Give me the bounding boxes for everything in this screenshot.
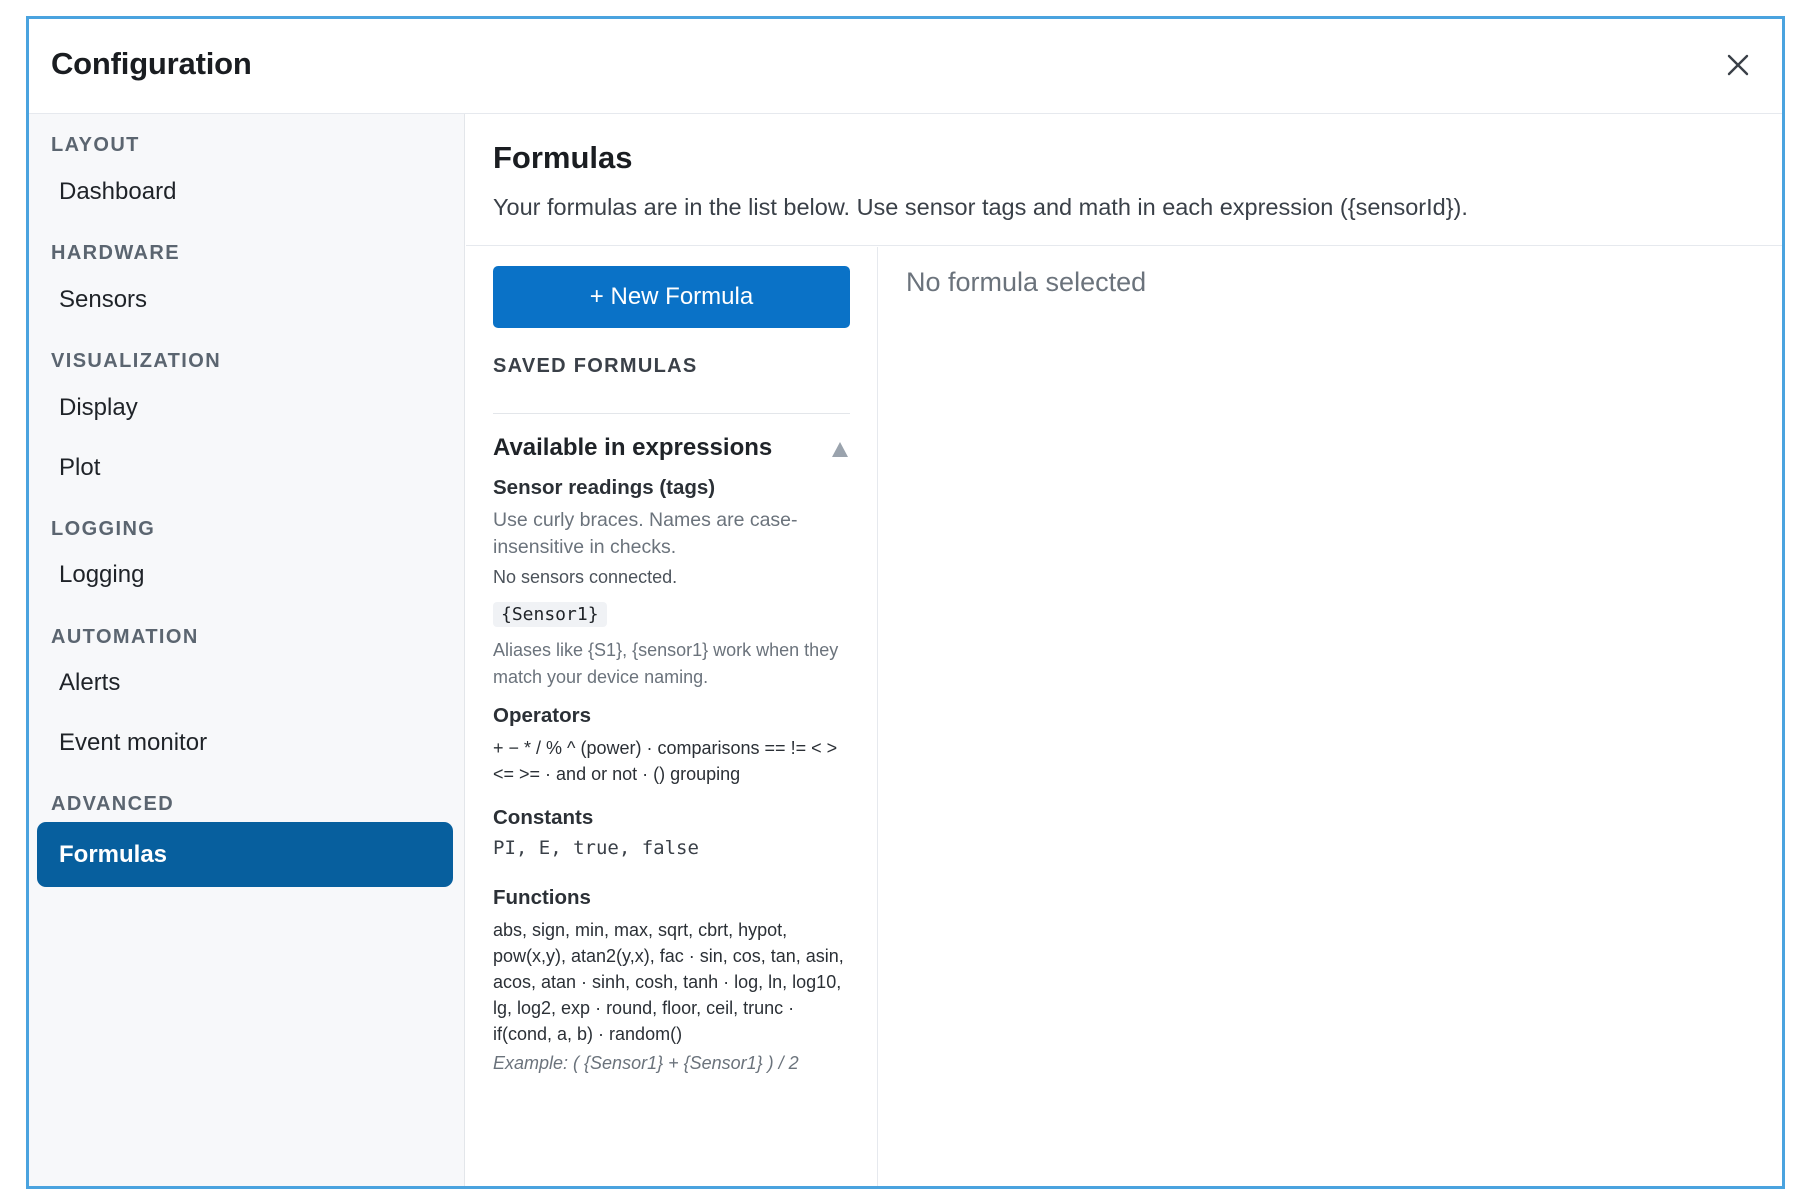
no-sensors-text: No sensors connected. — [493, 567, 678, 587]
sensor-readings-description: Use curly braces. Names are case-insensitive in checks. — [493, 509, 798, 558]
nav-section-automation: AUTOMATION — [51, 626, 199, 648]
constants-text: PI, E, true, false — [493, 837, 699, 859]
main-content — [466, 114, 1782, 1186]
new-formula-button[interactable]: + New Formula — [493, 266, 850, 328]
functions-heading: Functions — [493, 886, 591, 909]
aliases-text: Aliases like {S1}, {sensor1} work when they match your device naming. — [493, 640, 839, 687]
divider — [493, 413, 850, 414]
available-expressions-title: Available in expressions — [493, 434, 773, 461]
sidebar-item-display[interactable]: Display — [59, 394, 138, 421]
close-icon — [1727, 54, 1749, 76]
nav-section-logging: LOGGING — [51, 518, 156, 540]
sidebar-item-alerts[interactable]: Alerts — [59, 669, 121, 696]
nav-section-visualization: VISUALIZATION — [51, 350, 222, 372]
page-title: Formulas — [493, 140, 633, 175]
sensor-readings-heading: Sensor readings (tags) — [493, 476, 716, 499]
example-text: Example: ( {Sensor1} + {Sensor1} ) / 2 — [493, 1053, 799, 1073]
sidebar-item-plot[interactable]: Plot — [59, 454, 101, 481]
sidebar-item-formulas[interactable] — [37, 822, 453, 887]
functions-text: abs, sign, min, max, sqrt, cbrt, hypot, pow(x,y), atan2(y,x), fac · sin, cos, tan, asin, acos, atan · sinh, cosh, tanh · log, ln, log10, lg, log2, exp · round, floor, ceil, trunc · if(cond, a, b) · random() — [493, 920, 844, 1044]
page-header — [466, 114, 1782, 246]
sidebar — [29, 114, 465, 1186]
sidebar-item-event-monitor[interactable]: Event monitor — [59, 729, 208, 756]
available-expressions-toggle[interactable] — [493, 432, 850, 466]
constants-heading: Constants — [493, 806, 594, 829]
triangle-up-icon — [832, 442, 848, 457]
sensor-tag-chip: {Sensor1} — [493, 602, 607, 627]
nav-section-advanced: ADVANCED — [51, 793, 175, 815]
sidebar-item-dashboard[interactable]: Dashboard — [59, 178, 177, 205]
operators-heading: Operators — [493, 704, 591, 727]
formula-detail-pane — [879, 247, 1782, 1186]
empty-state-message: No formula selected — [906, 267, 1147, 297]
nav-section-hardware: HARDWARE — [51, 242, 180, 264]
operators-text: + − * / % ^ (power) · comparisons == != < > <= >= · and or not · () grouping — [493, 738, 838, 784]
sidebar-item-label: Formulas — [59, 840, 168, 868]
dialog-header — [29, 19, 1782, 114]
close-button[interactable] — [1716, 43, 1760, 87]
page-subtitle: Your formulas are in the list below. Use sensor tags and math in each expression ({sensorId}). — [493, 194, 1468, 220]
configuration-dialog — [26, 16, 1785, 1189]
nav-section-layout: LAYOUT — [51, 134, 140, 156]
formula-list-pane — [466, 247, 878, 1186]
sidebar-item-sensors[interactable]: Sensors — [59, 286, 148, 313]
saved-formulas-label: SAVED FORMULAS — [493, 355, 698, 377]
sidebar-item-logging[interactable]: Logging — [59, 561, 145, 588]
dialog-title: Configuration — [51, 46, 252, 81]
